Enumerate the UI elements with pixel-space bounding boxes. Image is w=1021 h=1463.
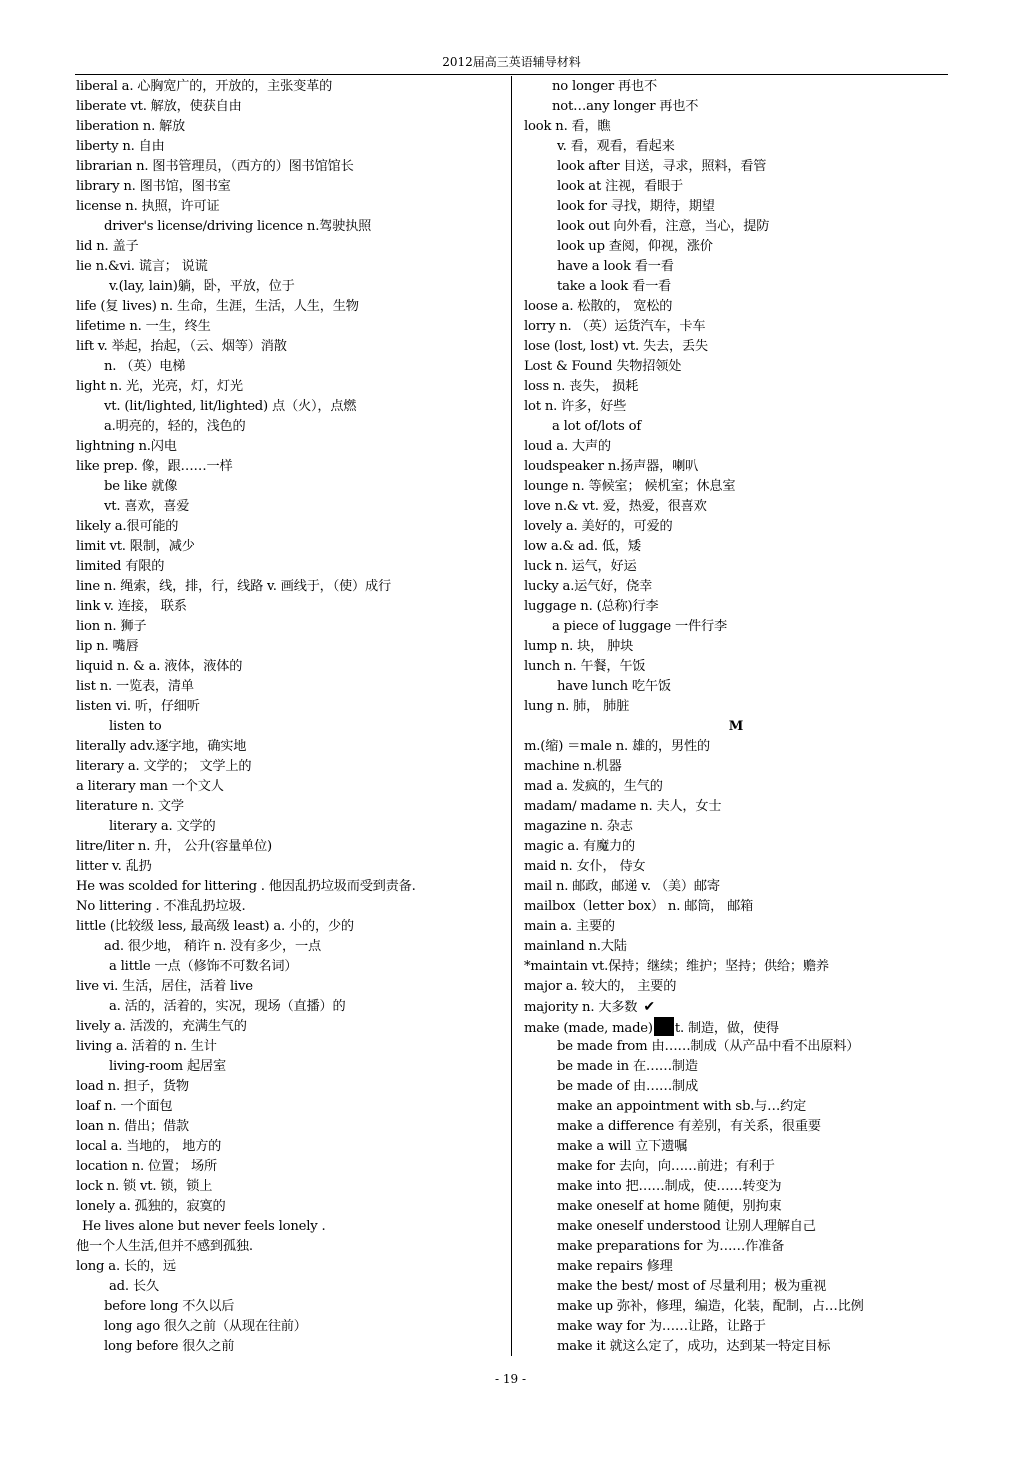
entry-text: He lives alone but never feels lonely .: [82, 1219, 326, 1234]
entry-text: make way for 为……让路，让路于: [557, 1319, 766, 1334]
entry-text: literary a. 文学的； 文学上的: [76, 759, 252, 774]
entry-text: lovely a. 美好的，可爱的: [524, 519, 673, 534]
vocab-entry: [76, 517, 506, 537]
entry-text: librarian n. 图书管理员，（西方的）图书馆馆长: [76, 159, 354, 174]
vocab-entry: [76, 297, 506, 317]
entry-text: mad a. 发疯的，生气的: [524, 779, 663, 794]
vocab-entry: [524, 997, 948, 1017]
entry-text: liquid n. & a. 液体，液体的: [76, 659, 243, 674]
entry-text: be like 就像: [104, 479, 178, 494]
vocab-entry: [524, 1197, 948, 1217]
entry-text: likely a.很可能的: [76, 519, 179, 534]
vocab-entry: [76, 837, 506, 857]
vocab-entry: [76, 637, 506, 657]
entry-text: make the best/ most of 尽量利用；极为重视: [557, 1279, 827, 1294]
entry-text: literary a. 文学的: [109, 819, 216, 834]
vocab-entry: [524, 857, 948, 877]
entry-text: look after 目送，寻求，照料，看管: [557, 159, 767, 174]
vocab-entry: [524, 1157, 948, 1177]
vocab-entry: [524, 1317, 948, 1337]
vocab-entry: [76, 1097, 506, 1117]
vocab-entry: [524, 1137, 948, 1157]
entry-text: long ago 很久之前（从现在往前）: [104, 1319, 307, 1334]
entry-text: a piece of luggage 一件行李: [552, 619, 727, 634]
entry-text: machine n.机器: [524, 759, 622, 774]
vocab-entry: [524, 277, 948, 297]
entry-text: lie n.&vi. 谎言； 说谎: [76, 259, 208, 274]
vocab-entry: [524, 757, 948, 777]
vocab-entry: [76, 537, 506, 557]
entry-text: v. 看，观看，看起来: [557, 139, 675, 154]
vocab-entry: [76, 417, 506, 437]
vocab-entry: [524, 617, 948, 637]
entry-text: make preparations for 为……作准备: [557, 1239, 785, 1254]
vocab-entry: [76, 1077, 506, 1097]
vocab-entry: [524, 377, 948, 397]
entry-text: No littering . 不准乱扔垃圾.: [76, 899, 246, 914]
entry-text: maid n. 女仆， 侍女: [524, 859, 646, 874]
entry-text: live vi. 生活，居住，活着 live: [76, 979, 253, 994]
vocab-entry: [76, 1137, 506, 1157]
vocab-entry: [76, 157, 506, 177]
vocab-entry: [524, 977, 948, 997]
vocab-entry: [76, 877, 506, 897]
vocab-entry: [524, 1077, 948, 1097]
entry-text: be made of 由……制成: [557, 1079, 698, 1094]
entry-text: a little 一点（修饰不可数名词）: [109, 959, 298, 974]
vocab-entry: [76, 457, 506, 477]
ink-redaction: [654, 1017, 674, 1036]
vocab-entry: [76, 657, 506, 677]
vocab-entry: [76, 497, 506, 517]
vocab-entry: [76, 737, 506, 757]
entry-text: a lot of/lots of: [552, 419, 642, 434]
entry-text: luggage n. (总称)行李: [524, 599, 659, 614]
entry-text: light n. 光，光亮，灯，灯光: [76, 379, 243, 394]
entry-text: literature n. 文学: [76, 799, 184, 814]
vocab-entry: [76, 617, 506, 637]
entry-text: load n. 担子，货物: [76, 1079, 189, 1094]
vocab-entry: [524, 957, 948, 977]
vocab-entry: [76, 937, 506, 957]
entry-text: a literary man 一个文人: [76, 779, 224, 794]
entry-text: no longer 再也不: [552, 79, 657, 94]
vocab-entry: [76, 1237, 506, 1257]
vocab-entry: [524, 817, 948, 837]
entry-text: t. 制造，做，使得: [674, 1021, 779, 1036]
vocab-entry: [76, 137, 506, 157]
entry-text: driver's license/driving licence n.驾驶执照: [104, 219, 372, 234]
vocab-entry: [524, 1237, 948, 1257]
vocab-entry: [524, 557, 948, 577]
entry-text: love n.& vt. 爱，热爱，很喜欢: [524, 499, 707, 514]
entry-text: a. 活的，活着的，实况，现场（直播）的: [109, 999, 346, 1014]
vocab-entry: [76, 1217, 506, 1237]
entry-text: literally adv.逐字地，确实地: [76, 739, 247, 754]
vocab-entry: [76, 477, 506, 497]
entry-text: vt. 喜欢，喜爱: [104, 499, 190, 514]
entry-text: lorry n. （英）运货汽车，卡车: [524, 319, 706, 334]
entry-text: mail n. 邮政，邮递 v. （美）邮寄: [524, 879, 720, 894]
entry-text: lip n. 嘴唇: [76, 639, 139, 654]
entry-text: loose a. 松散的， 宽松的: [524, 299, 673, 314]
vocab-entry: [76, 1277, 506, 1297]
entry-text: be made from 由……制成（从产品中看不出原料）: [557, 1039, 860, 1054]
vocab-entry: [76, 1037, 506, 1057]
entry-text: ad. 长久: [109, 1279, 159, 1294]
vocab-entry: [76, 1317, 506, 1337]
header-rule: [75, 74, 948, 75]
vocab-entry: [76, 817, 506, 837]
vocab-entry: [76, 777, 506, 797]
vocab-entry: [76, 1177, 506, 1197]
vocab-entry: [76, 797, 506, 817]
entry-text: lift v. 举起，抬起，（云、烟等）消散: [76, 339, 287, 354]
vocab-entry: [76, 1157, 506, 1177]
vocab-entry: [524, 1097, 948, 1117]
entry-text: life (复 lives) n. 生命，生涯，生活，人生，生物: [76, 299, 359, 314]
entry-text: lump n. 块， 肿块: [524, 639, 634, 654]
entry-text: low a.& ad. 低，矮: [524, 539, 641, 554]
vocab-entry: [524, 497, 948, 517]
entry-text: v.(lay, lain)躺，卧，平放，位于: [109, 279, 295, 294]
entry-text: lose (lost, lost) vt. 失去，丢失: [524, 339, 708, 354]
vocab-entry: [76, 257, 506, 277]
entry-text: living a. 活着的 n. 生计: [76, 1039, 217, 1054]
vocab-entry: [76, 97, 506, 117]
vocab-entry: [76, 977, 506, 997]
vocab-entry: [76, 377, 506, 397]
vocab-entry: [524, 437, 948, 457]
vocab-entry: [524, 877, 948, 897]
entry-text: license n. 执照，许可证: [76, 199, 220, 214]
entry-text: lunch n. 午餐，午饭: [524, 659, 646, 674]
vocab-entry: [524, 337, 948, 357]
entry-text: lid n. 盖子: [76, 239, 139, 254]
vocab-entry: [524, 237, 948, 257]
vocab-entry: [76, 697, 506, 717]
entry-text: loudspeaker n.扬声器，喇叭: [524, 459, 699, 474]
column-divider: [511, 76, 512, 1356]
vocab-entry: [524, 1337, 948, 1357]
entry-text: look up 查阅，仰视，涨价: [557, 239, 713, 254]
entry-text: liberate vt. 解放，使获自由: [76, 99, 242, 114]
vocab-entry: [524, 577, 948, 597]
vocab-entry: [524, 1297, 948, 1317]
vocab-entry: [524, 297, 948, 317]
entry-text: before long 不久以后: [104, 1299, 235, 1314]
entry-text: long before 很久之前: [104, 1339, 235, 1354]
right-column: [524, 77, 948, 1357]
entry-text: majority n. 大多数: [524, 1000, 638, 1015]
entry-text: make oneself understood 让别人理解自己: [557, 1219, 816, 1234]
vocab-entry: [524, 777, 948, 797]
entry-text: have a look 看一看: [557, 259, 674, 274]
entry-text: a.明亮的，轻的，浅色的: [104, 419, 246, 434]
entry-text: luck n. 运气，好运: [524, 559, 637, 574]
entry-text: madam/ madame n. 夫人，女士: [524, 799, 722, 814]
entry-text: liberty n. 自由: [76, 139, 165, 154]
page-number: - 19 -: [494, 1372, 526, 1386]
vocab-entry: [76, 117, 506, 137]
entry-text: lightning n.闪电: [76, 439, 177, 454]
vocab-entry: [524, 517, 948, 537]
vocab-entry: [76, 1057, 506, 1077]
vocab-entry: [524, 697, 948, 717]
vocab-entry: [76, 337, 506, 357]
vocab-entry: [76, 857, 506, 877]
entry-text: make a difference 有差别，有关系，很重要: [557, 1119, 821, 1134]
entry-text: mainland n.大陆: [524, 939, 627, 954]
vocab-entry: [76, 957, 506, 977]
entry-text: make into 把……制成，使……转变为: [557, 1179, 782, 1194]
vocab-entry: [524, 537, 948, 557]
vocab-entry: [76, 397, 506, 417]
entry-text: make up 弥补，修理，编造，化装，配制，占…比例: [557, 1299, 864, 1314]
entry-text: Lost & Found 失物招领处: [524, 359, 682, 374]
entry-text: m.(缩) ＝male n. 雄的，男性的: [524, 739, 710, 754]
checkmark-icon: ✔: [643, 999, 655, 1015]
entry-text: 他一个人生活,但并不感到孤独.: [76, 1239, 253, 1254]
entry-text: make a will 立下遗嘱: [557, 1139, 688, 1154]
vocab-entry: [76, 217, 506, 237]
page-header: 2012届高三英语辅导材料: [442, 55, 581, 69]
entry-text: n. （英）电梯: [104, 359, 186, 374]
entry-text: lonely a. 孤独的，寂寞的: [76, 1199, 226, 1214]
vocab-entry: [76, 1197, 506, 1217]
entry-text: like prep. 像，跟……一样: [76, 459, 233, 474]
vocab-entry: [76, 997, 506, 1017]
entry-text: lifetime n. 一生，终生: [76, 319, 211, 334]
vocab-entry: [524, 177, 948, 197]
vocab-entry: [76, 577, 506, 597]
entry-text: be made in 在……制造: [557, 1059, 698, 1074]
vocab-entry: [524, 1017, 948, 1037]
vocab-entry: [524, 737, 948, 757]
vocab-entry: [524, 1277, 948, 1297]
vocab-entry: [524, 637, 948, 657]
entry-text: magazine n. 杂志: [524, 819, 633, 834]
entry-text: listen vi. 听，仔细听: [76, 699, 200, 714]
entry-text: He was scolded for littering . 他因乱扔垃圾而受到责备.: [76, 879, 416, 894]
entry-text: lung n. 肺， 肺脏: [524, 699, 630, 714]
vocab-entry: [524, 1117, 948, 1137]
entry-text: lively a. 活泼的，充满生气的: [76, 1019, 247, 1034]
vocab-entry: [76, 1017, 506, 1037]
entry-text: lion n. 狮子: [76, 619, 147, 634]
vocab-entry: [76, 557, 506, 577]
entry-text: litter v. 乱扔: [76, 859, 152, 874]
vocab-entry: [524, 597, 948, 617]
vocab-entry: [524, 837, 948, 857]
entry-text: listen to: [109, 719, 162, 734]
entry-text: limit vt. 限制，减少: [76, 539, 195, 554]
entry-text: mailbox（letter box） n. 邮筒， 邮箱: [524, 899, 754, 914]
vocab-entry: [524, 257, 948, 277]
entry-text: make oneself at home 随便，别拘束: [557, 1199, 782, 1214]
vocab-entry: [524, 397, 948, 417]
entry-text: list n. 一览表，清单: [76, 679, 194, 694]
entry-text: loan n. 借出；借款: [76, 1119, 189, 1134]
vocab-entry: [524, 77, 948, 97]
entry-text: link v. 连接， 联系: [76, 599, 187, 614]
left-column: [76, 77, 506, 1357]
entry-text: living-room 起居室: [109, 1059, 226, 1074]
vocab-entry: [524, 657, 948, 677]
vocab-entry: [524, 357, 948, 377]
entry-text: location n. 位置； 场所: [76, 1159, 217, 1174]
vocab-entry: [524, 1057, 948, 1077]
vocab-entry: [76, 717, 506, 737]
entry-text: limited 有限的: [76, 559, 165, 574]
entry-text: look at 注视，看眼于: [557, 179, 683, 194]
vocab-entry: [76, 197, 506, 217]
vocab-entry: [524, 157, 948, 177]
vocab-entry: [524, 677, 948, 697]
entry-text: make repairs 修理: [557, 1259, 673, 1274]
vocab-entry: [76, 437, 506, 457]
vocab-entry: [76, 917, 506, 937]
entry-text: major a. 较大的， 主要的: [524, 979, 677, 994]
vocab-entry: [76, 757, 506, 777]
entry-text: make (made, made): [524, 1021, 653, 1036]
vocab-entry: [76, 1297, 506, 1317]
vocab-entry: [76, 277, 506, 297]
entry-text: loud a. 大声的: [524, 439, 611, 454]
entry-text: loaf n. 一个面包: [76, 1099, 173, 1114]
vocab-entry: [524, 417, 948, 437]
entry-text: loss n. 丧失， 损耗: [524, 379, 639, 394]
vocab-entry: [524, 477, 948, 497]
vocab-entry: [524, 797, 948, 817]
vocab-entry: [76, 237, 506, 257]
entry-text: lot n. 许多，好些: [524, 399, 627, 414]
entry-text: little (比较级 less, 最高级 least) a. 小的，少的: [76, 919, 354, 934]
vocab-entry: [76, 1117, 506, 1137]
vocab-entry: [76, 1337, 506, 1357]
entry-text: look out 向外看，注意，当心，提防: [557, 219, 770, 234]
entry-text: make it 就这么定了，成功，达到某一特定目标: [557, 1339, 831, 1354]
entry-text: make an appointment with sb.与…约定: [557, 1099, 807, 1114]
vocab-entry: [524, 917, 948, 937]
entry-text: line n. 绳索，线，排，行，线路 v. 画线于，（使）成行: [76, 579, 392, 594]
vocab-entry: [76, 597, 506, 617]
entry-text: M: [728, 719, 744, 734]
vocab-entry: [76, 897, 506, 917]
vocab-entry: [524, 937, 948, 957]
entry-text: have lunch 吃午饭: [557, 679, 671, 694]
vocab-entry: [524, 457, 948, 477]
entry-text: litre/liter n. 升， 公升(容量单位): [76, 839, 272, 854]
vocab-entry: [76, 177, 506, 197]
vocab-entry: [524, 197, 948, 217]
entry-text: vt. (lit/lighted, lit/lighted) 点（火），点燃: [104, 399, 357, 414]
vocab-entry: [524, 217, 948, 237]
vocab-entry: [76, 357, 506, 377]
entry-text: lucky a.运气好，侥幸: [524, 579, 653, 594]
vocab-entry: [524, 137, 948, 157]
entry-text: make for 去向，向……前进；有利于: [557, 1159, 775, 1174]
vocab-entry: [76, 1257, 506, 1277]
entry-text: long a. 长的，远: [76, 1259, 176, 1274]
entry-text: library n. 图书馆，图书室: [76, 179, 231, 194]
vocab-entry: [524, 897, 948, 917]
vocab-entry: [524, 1217, 948, 1237]
vocab-entry: [524, 317, 948, 337]
vocab-entry: [524, 1177, 948, 1197]
entry-text: main a. 主要的: [524, 919, 615, 934]
section-letter: [524, 717, 948, 737]
vocab-entry: [524, 117, 948, 137]
vocab-entry: [76, 77, 506, 97]
entry-text: *maintain vt.保持；继续；维护；坚持；供给；赡养: [524, 959, 829, 974]
entry-text: liberation n. 解放: [76, 119, 186, 134]
entry-text: ad. 很少地， 稍许 n. 没有多少，一点: [104, 939, 321, 954]
entry-text: local a. 当地的， 地方的: [76, 1139, 222, 1154]
entry-text: not…any longer 再也不: [552, 99, 699, 114]
vocab-entry: [524, 97, 948, 117]
vocab-entry: [76, 677, 506, 697]
entry-text: look for 寻找，期待，期望: [557, 199, 715, 214]
entry-text: liberal a. 心胸宽广的，开放的，主张变革的: [76, 79, 333, 94]
vocab-entry: [524, 1037, 948, 1057]
entry-text: magic a. 有魔力的: [524, 839, 636, 854]
vocab-entry: [76, 317, 506, 337]
vocab-entry: [524, 1257, 948, 1277]
entry-text: lock n. 锁 vt. 锁，锁上: [76, 1179, 213, 1194]
entry-text: lounge n. 等候室； 候机室；休息室: [524, 479, 736, 494]
entry-text: look n. 看，瞧: [524, 119, 611, 134]
entry-text: take a look 看一看: [557, 279, 672, 294]
